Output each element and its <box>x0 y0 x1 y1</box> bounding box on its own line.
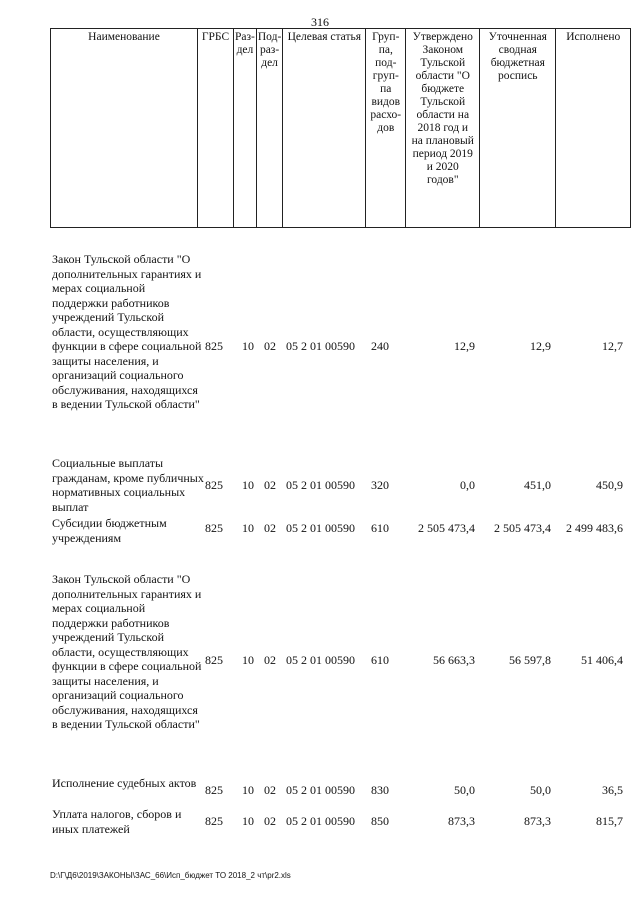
row-target: 05 2 01 00590 <box>286 478 355 492</box>
row-group: 850 <box>371 814 389 828</box>
row-group: 830 <box>371 783 389 797</box>
row-grbs: 825 <box>205 521 223 535</box>
row-name: Закон Тульской области "О дополнительных гарантиях и мерах социальной поддержки работников учреждений Тульской области, осуществляющих функции в сфере социальной защиты населения, и организаций социального обслуживания, находящихся в ведении Тульской области" <box>52 572 202 731</box>
row-approved: 50,0 <box>454 783 475 797</box>
row-razdel: 10 <box>242 653 254 667</box>
row-podrazdel: 02 <box>264 814 276 828</box>
row-approved: 2 505 473,4 <box>418 521 475 535</box>
row-target: 05 2 01 00590 <box>286 783 355 797</box>
header-razdel: Раз- дел <box>234 29 257 228</box>
header-refined: Уточненная сводная бюджетная роспись <box>480 29 556 228</box>
header-podrazdel: Под- раз- дел <box>256 29 282 228</box>
table-header <box>50 28 631 228</box>
row-approved: 56 663,3 <box>433 653 475 667</box>
row-approved: 0,0 <box>460 478 475 492</box>
row-executed: 12,7 <box>602 339 623 353</box>
row-target: 05 2 01 00590 <box>286 653 355 667</box>
row-grbs: 825 <box>205 478 223 492</box>
row-name: Социальные выплаты гражданам, кроме публичных нормативных социальных выплат <box>52 456 204 514</box>
row-executed: 2 499 483,6 <box>566 521 623 535</box>
row-name: Уплата налогов, сборов и иных платежей <box>52 807 182 836</box>
row-executed: 450,9 <box>596 478 623 492</box>
row-target: 05 2 01 00590 <box>286 814 355 828</box>
header-executed: Исполнено <box>556 29 631 228</box>
row-refined: 873,3 <box>524 814 551 828</box>
row-name: Закон Тульской области "О дополнительных гарантиях и мерах социальной поддержки работников учреждений Тульской области, осуществляющих функции в сфере социальной защиты населения, и организаций социального обслуживания, находящихся в ведении Тульской области" <box>52 252 202 411</box>
row-approved: 873,3 <box>448 814 475 828</box>
row-group: 610 <box>371 521 389 535</box>
row-refined: 451,0 <box>524 478 551 492</box>
row-grbs: 825 <box>205 339 223 353</box>
page-number: 316 <box>311 15 329 29</box>
header-grbs: ГРБС <box>198 29 234 228</box>
row-refined: 2 505 473,4 <box>494 521 551 535</box>
header-name: Наименование <box>51 29 198 228</box>
row-target: 05 2 01 00590 <box>286 521 355 535</box>
row-name: Субсидии бюджетным учреждениям <box>52 516 167 545</box>
row-razdel: 10 <box>242 478 254 492</box>
row-podrazdel: 02 <box>264 478 276 492</box>
row-refined: 56 597,8 <box>509 653 551 667</box>
header-approved: Утверждено Законом Тульской области "О бюджете Тульской области на 2018 год и на плановый период 2019 и 2020 годов" <box>406 29 480 228</box>
file-path-footer: D:\Г\Д6\2019\ЗАКОНЫ\ЗАС_66\Исп_бюджет ТО 2018_2 чт\pr2.xls <box>50 871 291 880</box>
row-grbs: 825 <box>205 814 223 828</box>
header-target: Целевая статья <box>283 29 366 228</box>
row-group: 240 <box>371 339 389 353</box>
row-razdel: 10 <box>242 339 254 353</box>
row-razdel: 10 <box>242 814 254 828</box>
row-razdel: 10 <box>242 783 254 797</box>
row-podrazdel: 02 <box>264 653 276 667</box>
row-group: 320 <box>371 478 389 492</box>
row-podrazdel: 02 <box>264 783 276 797</box>
row-name: Исполнение судебных актов <box>52 776 197 790</box>
row-grbs: 825 <box>205 783 223 797</box>
row-executed: 36,5 <box>602 783 623 797</box>
row-podrazdel: 02 <box>264 521 276 535</box>
row-grbs: 825 <box>205 653 223 667</box>
row-executed: 815,7 <box>596 814 623 828</box>
row-refined: 12,9 <box>530 339 551 353</box>
row-group: 610 <box>371 653 389 667</box>
row-executed: 51 406,4 <box>581 653 623 667</box>
row-razdel: 10 <box>242 521 254 535</box>
row-podrazdel: 02 <box>264 339 276 353</box>
row-approved: 12,9 <box>454 339 475 353</box>
row-refined: 50,0 <box>530 783 551 797</box>
header-group: Груп- па, под- груп- па видов расхо- дов <box>366 29 406 228</box>
row-target: 05 2 01 00590 <box>286 339 355 353</box>
